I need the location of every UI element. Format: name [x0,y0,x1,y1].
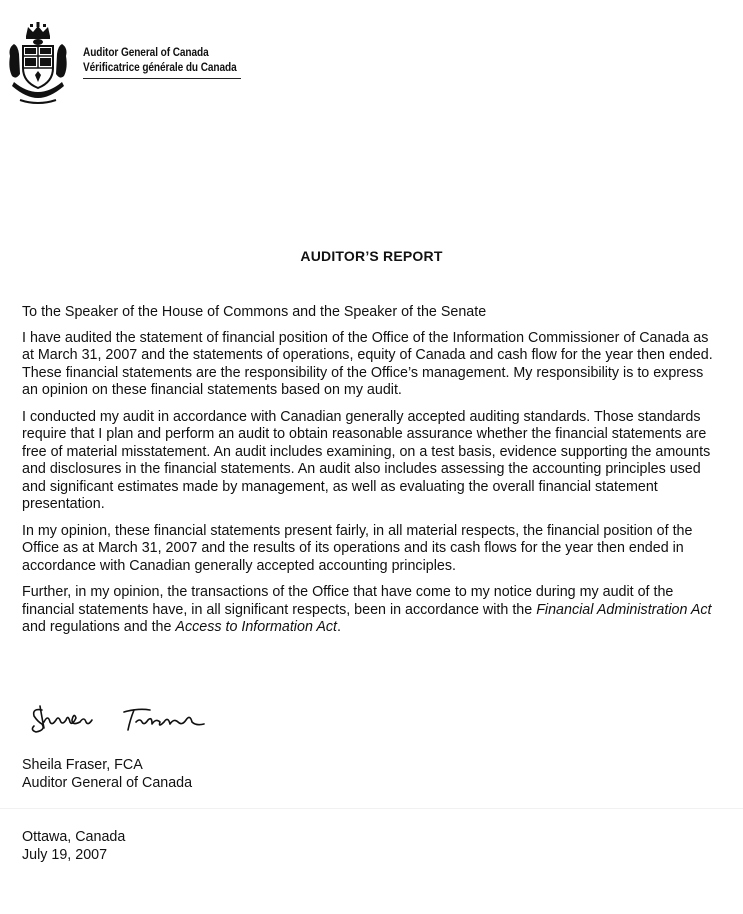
place-and-date [22,829,125,864]
signer-title: Auditor General of Canada [22,774,193,791]
report-date: July 19, 2007 [22,846,108,863]
compliance-text-3: . [337,619,341,635]
compliance-text-1: Further, in my opinion, the transactions of the Office that have come to my notice during my audit of the financial statements have, in all significant respects, been in accordance with the [22,584,674,618]
paragraph-scope: I have audited the statement of financial position of the Office of the Information Commissioner of Canada as at March 31, 2007 and the statements of operations, equity of Canada and cash flow for the year then ended. These financial statements are the responsibility of the Office’s management. My responsibility is to express an opinion on these financial statements based on my audit. [22,329,713,398]
location-city: Ottawa, Canada [22,829,126,845]
paragraph-opinion: In my opinion, these financial statements present fairly, in all material respects, the financial position of the Office as at March 31, 2007 and the results of its operations and its cash flows for the year then ended in accordance with Canadian generally accepted accounting principles. [22,522,693,574]
organization-header [83,45,241,79]
header-rule [83,78,241,79]
coat-of-arms-icon [6,22,70,104]
scan-artifact-line [0,808,743,809]
paragraph-standards: I conducted my audit in accordance with Canadian generally accepted auditing standards. Those standards require that I plan and perform an audit to obtain reasonable assurance whether the financial statements are free of material misstatement. An audit includes examining, on a test basis, evidence supporting the amounts and disclosures in the financial statements. An audit also includes assessing the accounting principles used and significant estimates made by management, as well as evaluating the overall financial statement presentation. [22,408,711,512]
compliance-text-2: and regulations and the [22,619,176,635]
addressee-line: To the Speaker of the House of Commons and the Speaker of the Senate [22,304,487,320]
paragraph-compliance [22,584,722,637]
signer-block [22,757,192,792]
report-title: AUDITOR’S REPORT [300,248,443,264]
org-name-french: Vérificatrice générale du Canada [83,60,237,74]
org-name-english: Auditor General of Canada [83,45,209,59]
report-body [22,304,722,646]
access-to-information-act: Access to Information Act [175,619,337,635]
handwritten-signature [28,700,228,740]
signer-name: Sheila Fraser, FCA [22,757,143,773]
financial-administration-act: Financial Administration Act [536,601,712,618]
